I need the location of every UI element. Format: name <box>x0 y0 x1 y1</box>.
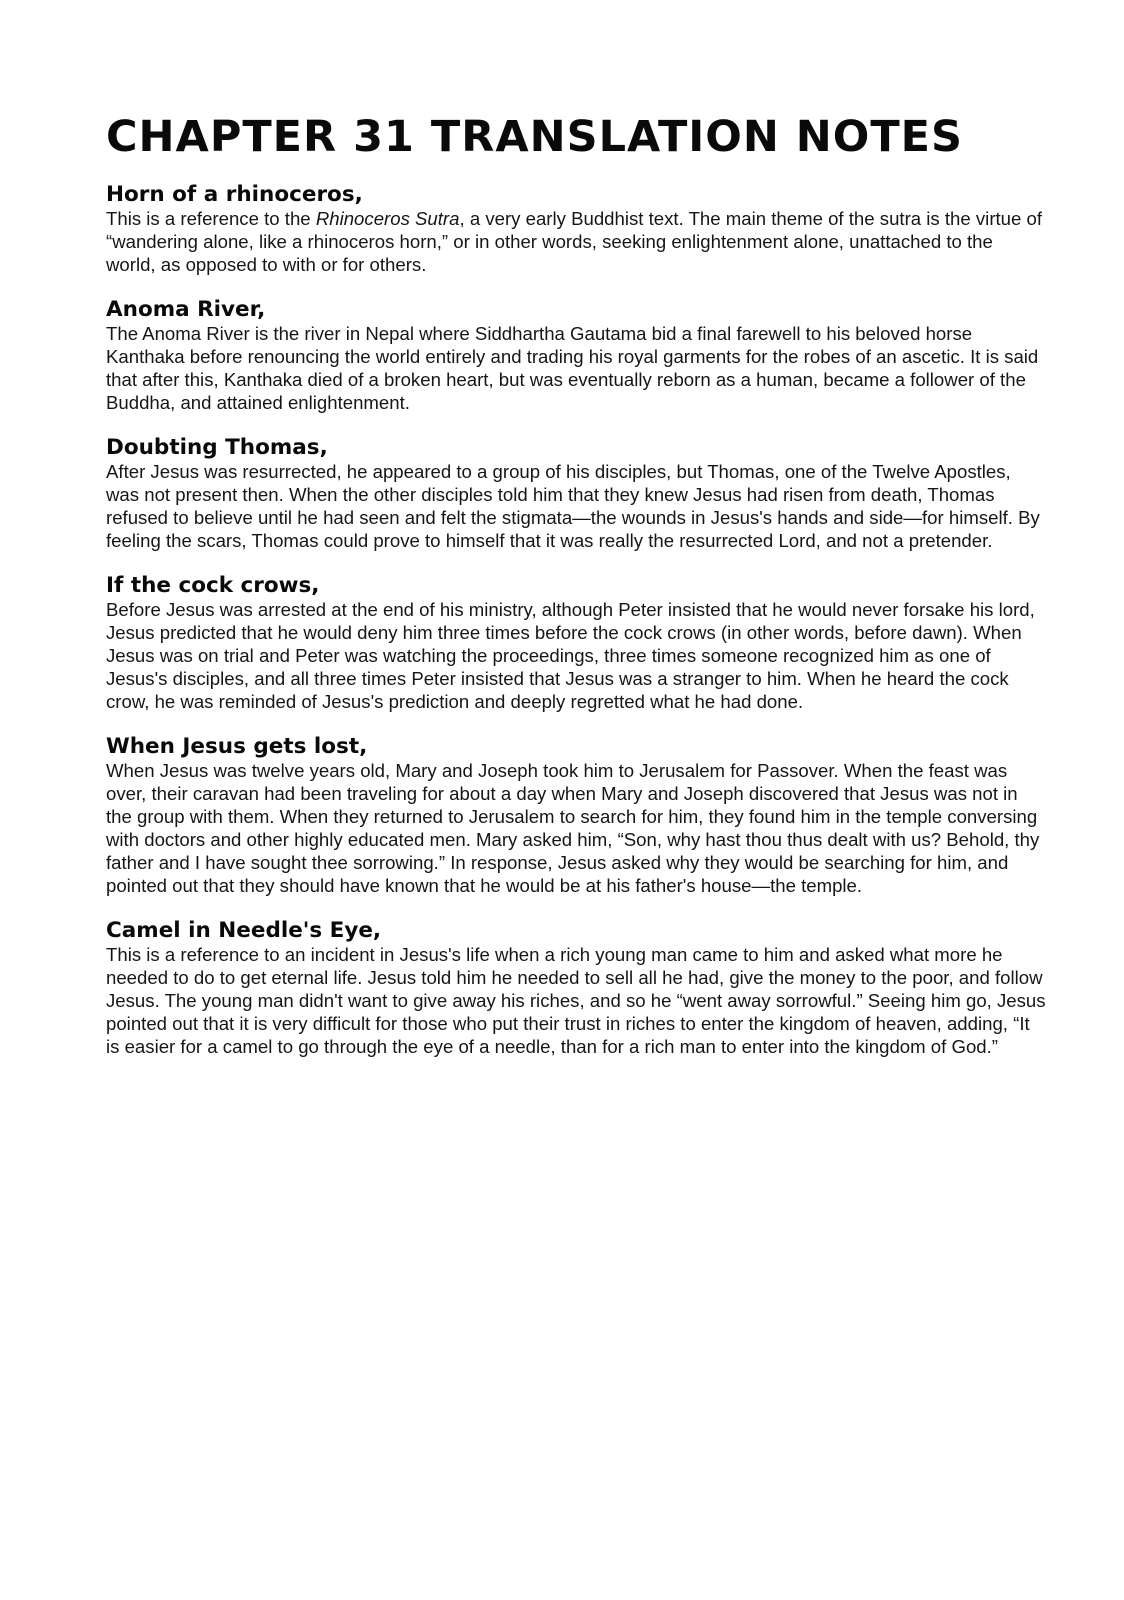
note-body <box>106 207 1046 276</box>
note-heading: Camel in Needle's Eye, <box>106 918 382 943</box>
note-when-jesus-gets-lost <box>106 734 1046 897</box>
note-horn-of-a-rhinoceros <box>106 182 1046 276</box>
document-page <box>106 112 1046 1079</box>
note-body-italic-title: Rhinoceros Sutra <box>315 208 460 229</box>
note-if-the-cock-crows <box>106 573 1046 713</box>
note-body: The Anoma River is the river in Nepal where Siddhartha Gautama bid a final farewell to his beloved horse Kanthaka before renouncing the world entirely and trading his royal garments for the robes of an ascetic. It is said that after this, Kanthaka died of a broken heart, but was eventually reborn as a human, became a follower of the Buddha, and attained enlightenment. <box>106 323 1039 413</box>
note-heading: Doubting Thomas, <box>106 435 328 460</box>
note-body-text: , a very early Buddhist text. The main theme of the sutra is the virtue of “wandering alone, like a rhinoceros horn,” or in other words, seeking enlightenment alone, unattached to the world, as opposed to with or for others. <box>106 208 1043 275</box>
note-body-text: This is a reference to the <box>106 208 316 229</box>
note-heading: When Jesus gets lost, <box>106 734 368 759</box>
note-body: After Jesus was resurrected, he appeared to a group of his disciples, but Thomas, one of the Twelve Apostles, was not present then. When the other disciples told him that they knew Jesus had risen from death, Thomas refused to believe until he had seen and felt the stigmata—the wounds in Jesus's hands and side—for himself. By feeling the scars, Thomas could prove to himself that it was really the resurrected Lord, and not a pretender. <box>106 461 1040 551</box>
note-heading: Horn of a rhinoceros, <box>106 182 363 207</box>
note-body: When Jesus was twelve years old, Mary and Joseph took him to Jerusalem for Passover. When the feast was over, their caravan had been traveling for about a day when Mary and Joseph discovered that Jesus was not in the group with them. When they returned to Jerusalem to search for him, they found him in the temple conversing with doctors and other highly educated men. Mary asked him, “Son, why hast thou thus dealt with us? Behold, thy father and I have sought thee sorrowing.” In response, Jesus asked why they would be searching for him, and pointed out that they should have known that he would be at his father's house—the temple. <box>106 760 1040 896</box>
note-camel-in-needles-eye <box>106 918 1046 1058</box>
note-heading: If the cock crows, <box>106 573 320 598</box>
note-heading: Anoma River, <box>106 297 266 322</box>
note-doubting-thomas <box>106 435 1046 552</box>
note-body: Before Jesus was arrested at the end of his ministry, although Peter insisted that he would never forsake his lord, Jesus predicted that he would deny him three times before the cock crows (in other words, before dawn). When Jesus was on trial and Peter was watching the proceedings, three times someone recognized him as one of Jesus's disciples, and all three times Peter insisted that Jesus was a stranger to him. When he heard the cock crow, he was reminded of Jesus's prediction and deeply regretted what he had done. <box>106 599 1035 712</box>
note-anoma-river <box>106 297 1046 414</box>
note-body: This is a reference to an incident in Jesus's life when a rich young man came to him and asked what more he needed to do to get eternal life. Jesus told him he needed to sell all he had, give the money to the poor, and follow Jesus. The young man didn't want to give away his riches, and so he “went away sorrowful.” Seeing him go, Jesus pointed out that it is very difficult for those who put their trust in riches to enter the kingdom of heaven, adding, “It is easier for a camel to go through the eye of a needle, than for a rich man to enter into the kingdom of God.” <box>106 944 1046 1057</box>
chapter-title: CHAPTER 31 TRANSLATION NOTES <box>106 112 964 162</box>
